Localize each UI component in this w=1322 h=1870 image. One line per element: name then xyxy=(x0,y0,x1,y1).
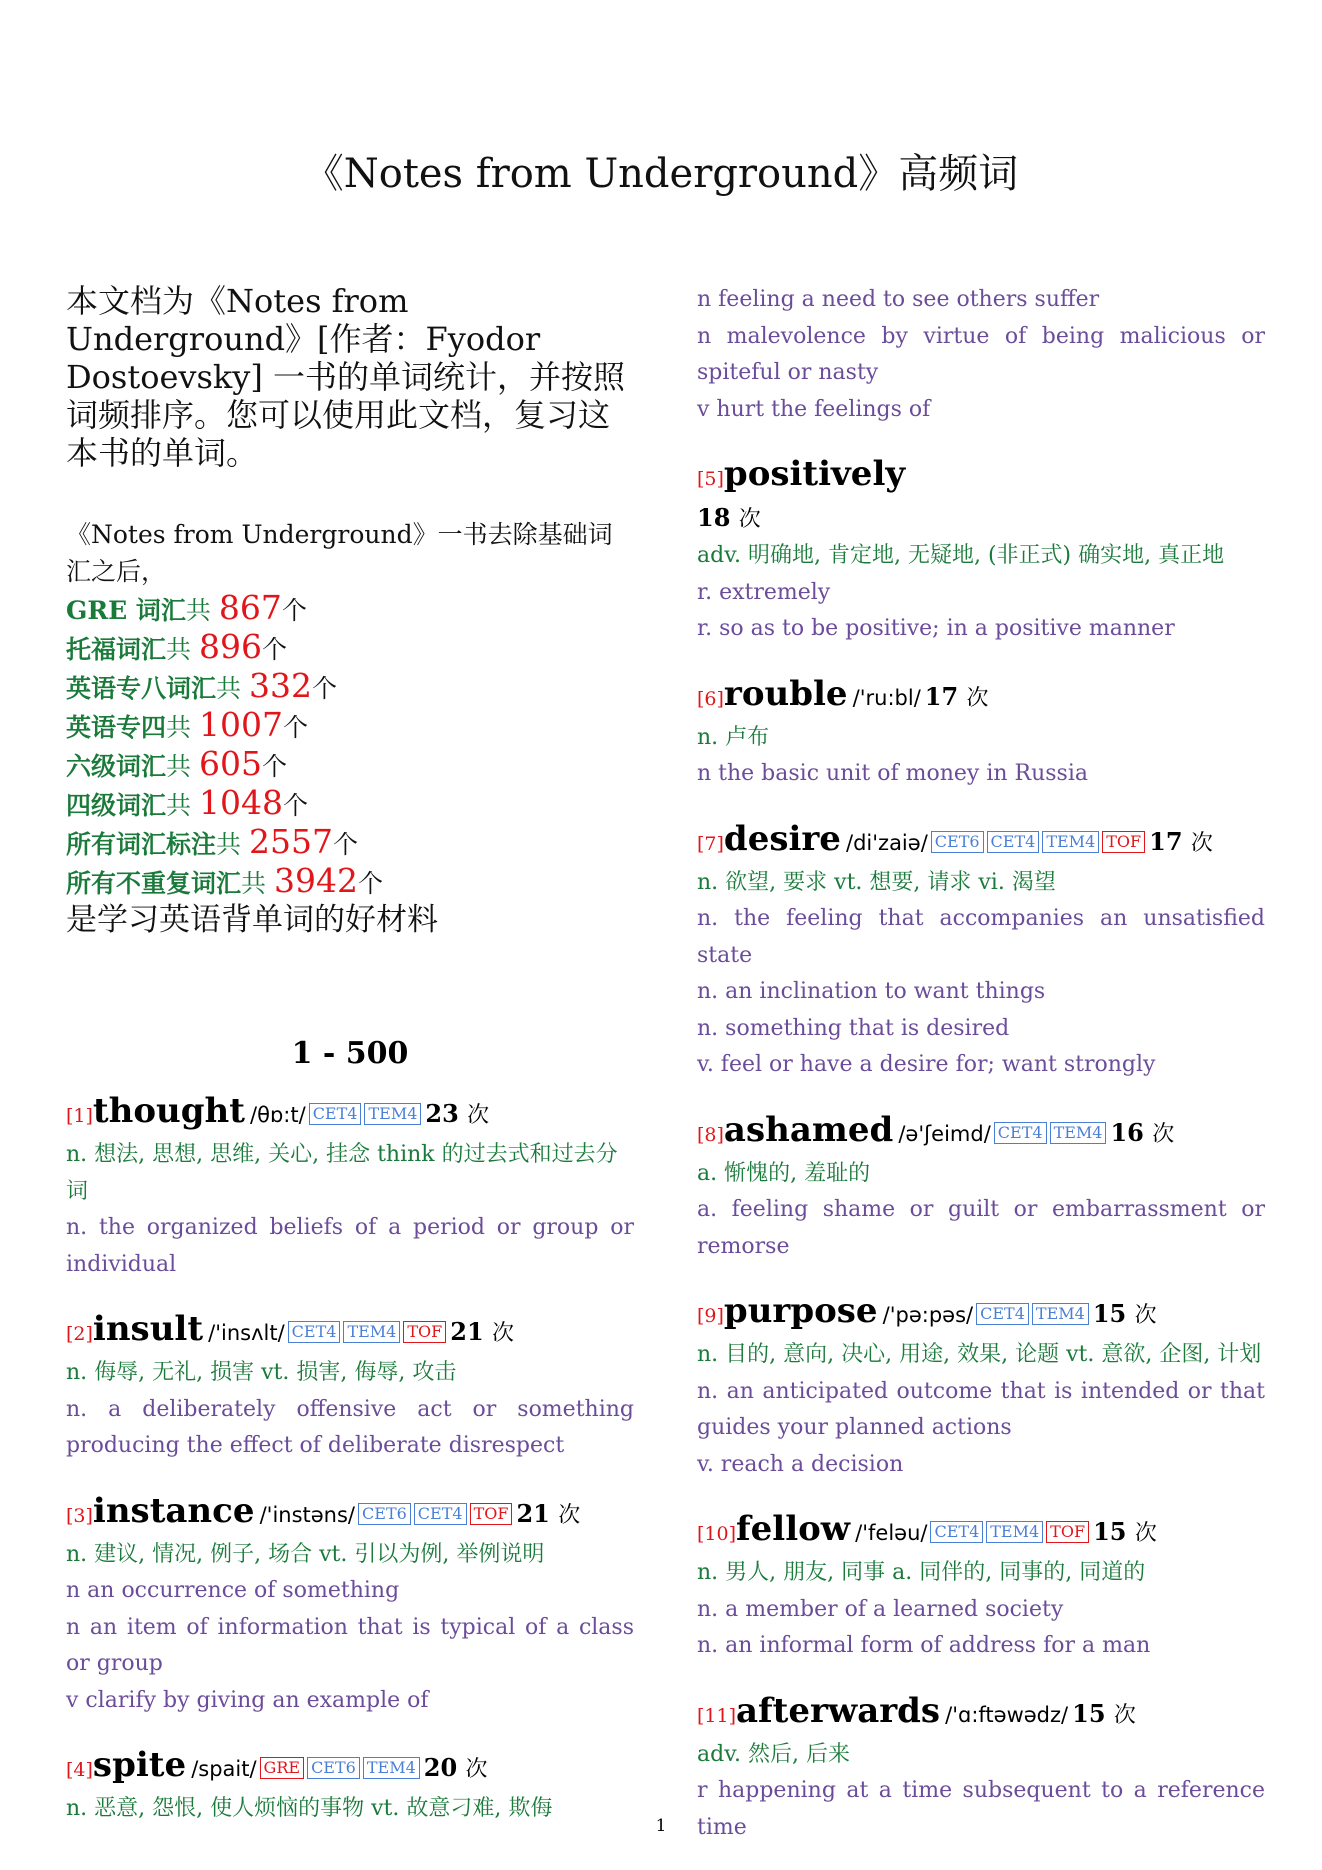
phonetic: /'ɑ:ftəwədz/ xyxy=(945,1702,1069,1727)
stat-unit: 个 xyxy=(332,830,358,859)
vocab-entry xyxy=(697,454,1265,648)
headword: ashamed xyxy=(723,1109,894,1150)
intro-closing: 是学习英语背单词的好材料 xyxy=(66,902,438,938)
stat-line xyxy=(66,707,634,746)
vocab-entry xyxy=(66,1309,634,1465)
left-column xyxy=(66,282,634,1854)
headword-line xyxy=(66,1091,634,1137)
frequency xyxy=(1110,1118,1174,1147)
stat-count: 605 xyxy=(198,744,262,783)
right-column xyxy=(697,282,1265,1870)
definition: n an occurrence of something xyxy=(66,1578,400,1603)
exam-tag: TOF xyxy=(470,1503,513,1525)
definition: v clarify by giving an example of xyxy=(66,1687,429,1713)
stat-label: 六级词汇 xyxy=(66,752,167,781)
exam-tag: TEM4 xyxy=(986,1521,1043,1543)
headword: spite xyxy=(92,1745,187,1785)
entry-index: [2] xyxy=(66,1323,93,1345)
exam-tag: CET4 xyxy=(930,1521,983,1543)
stat-suffix: 共 xyxy=(166,752,199,781)
definition: n the basic unit of money in Russia xyxy=(697,761,1088,786)
exam-tag: CET6 xyxy=(307,1757,360,1779)
exam-tag: CET4 xyxy=(994,1122,1047,1144)
stat-count: 896 xyxy=(198,627,262,666)
definition: n. an inclination to want things xyxy=(697,979,1046,1004)
definition: n. the organized beliefs of a period or group or individual xyxy=(66,1215,634,1277)
definition: n. 男人, 朋友, 同事 a. 同伴的, 同事的, 同道的 xyxy=(697,1560,1146,1585)
frequency-unit: 次 xyxy=(1190,830,1213,856)
stat-label: 所有词汇标注 xyxy=(66,830,217,859)
definition: v hurt the feelings of xyxy=(697,396,931,422)
stat-unit: 个 xyxy=(261,752,287,781)
headword-line xyxy=(66,1745,634,1791)
frequency-unit: 次 xyxy=(465,1757,488,1782)
definition: n feeling a need to see others suffer xyxy=(697,287,1100,312)
headword-line xyxy=(66,1491,634,1537)
stat-line xyxy=(66,785,634,824)
stat-line xyxy=(66,668,634,707)
frequency-count: 20 xyxy=(423,1753,458,1782)
definition: a. 惭愧的, 羞耻的 xyxy=(697,1160,871,1186)
stat-count: 1048 xyxy=(198,783,283,822)
entry-index: [3] xyxy=(66,1504,93,1527)
entry-list-left xyxy=(66,1091,634,1828)
exam-tag: CET4 xyxy=(414,1503,467,1525)
definition: v. feel or have a desire for; want strongly xyxy=(697,1052,1156,1077)
stat-suffix: 共 xyxy=(241,869,274,898)
vocab-entry xyxy=(697,1110,1265,1266)
stat-unit: 个 xyxy=(282,791,308,820)
headword-line xyxy=(697,1291,1265,1337)
definition: n. 目的, 意向, 决心, 用途, 效果, 论题 vt. 意欲, 企图, 计划 xyxy=(697,1342,1262,1367)
stat-count: 867 xyxy=(218,588,282,627)
stats-list xyxy=(66,590,634,902)
stat-label: GRE 词汇 xyxy=(66,596,186,625)
intro-paragraph: 本文档为《Notes from Underground》[作者：Fyodor Dostoevsky] 一书的单词统计，并按照词频排序。您可以使用此文档，复习这本书的单词。 xyxy=(66,282,626,472)
phonetic: /θɒ:t/ xyxy=(250,1103,306,1127)
entry-index: [4] xyxy=(66,1759,93,1781)
stat-count: 3942 xyxy=(273,861,358,900)
definition: n. the feeling that accompanies an unsatisfied state xyxy=(697,906,1265,968)
headword: positively xyxy=(723,454,906,494)
entry-index: [11] xyxy=(697,1704,737,1727)
stat-line xyxy=(66,824,634,863)
intro-summary: 《Notes from Underground》一书去除基础词汇之后， xyxy=(66,520,613,586)
frequency-count: 15 xyxy=(1072,1698,1106,1728)
phonetic: /'feləu/ xyxy=(855,1521,928,1545)
entry-index: [7] xyxy=(697,832,724,855)
stat-suffix: 共 xyxy=(166,713,199,742)
headword: purpose xyxy=(723,1291,878,1331)
frequency-count: 17 xyxy=(1149,826,1183,856)
exam-tag: CET4 xyxy=(987,831,1040,853)
stat-count: 332 xyxy=(248,666,312,705)
phonetic: /di'zaiə/ xyxy=(846,830,928,855)
frequency-count: 16 xyxy=(1110,1117,1144,1147)
vocab-entry xyxy=(66,1491,634,1720)
stat-suffix: 共 xyxy=(216,674,249,703)
stat-suffix: 共 xyxy=(166,791,199,820)
definition: n. something that is desired xyxy=(697,1015,1010,1041)
frequency-count: 15 xyxy=(1092,1299,1127,1328)
section-heading: 1 - 500 xyxy=(291,1036,409,1071)
stat-count: 2557 xyxy=(248,822,333,861)
frequency-unit: 次 xyxy=(467,1103,490,1128)
definition: r. so as to be positive; in a positive manner xyxy=(697,616,1175,641)
exam-tag: CET4 xyxy=(976,1303,1029,1325)
exam-tag: TOF xyxy=(403,1321,446,1343)
exam-tag: CET6 xyxy=(931,831,984,853)
definition: n. an informal form of address for a man xyxy=(697,1633,1151,1658)
definition: adv. 明确地, 肯定地, 无疑地, (非正式) 确实地, 真正地 xyxy=(697,543,1225,568)
headword-line xyxy=(66,1309,634,1355)
frequency-count: 18 xyxy=(697,503,731,532)
definition: n. 建议, 情况, 例子, 场合 vt. 引以为例, 举例说明 xyxy=(66,1541,545,1567)
headword-line xyxy=(697,819,1265,865)
stat-suffix: 共 xyxy=(185,596,219,625)
exam-tag: CET4 xyxy=(288,1321,341,1343)
definition: n. 欲望, 要求 vt. 想要, 请求 vi. 渴望 xyxy=(697,869,1056,895)
definition: n. 侮辱, 无礼, 损害 vt. 损害, 侮辱, 攻击 xyxy=(66,1360,457,1385)
definition: adv. 然后, 后来 xyxy=(697,1741,850,1767)
vocab-entry xyxy=(66,1091,634,1283)
definition: r happening at a time subsequent to a reference time xyxy=(697,1778,1265,1840)
entry-index: [1] xyxy=(66,1105,93,1127)
definition: r. extremely xyxy=(697,579,831,605)
frequency-unit: 次 xyxy=(558,1502,581,1528)
frequency-count: 21 xyxy=(516,1498,550,1528)
exam-tag: TEM4 xyxy=(1042,831,1099,853)
frequency-count: 17 xyxy=(924,681,959,711)
frequency-unit: 次 xyxy=(492,1321,515,1346)
entry-index: [8] xyxy=(697,1123,724,1146)
exam-tag: TEM4 xyxy=(364,1103,421,1125)
vocab-entry xyxy=(697,819,1265,1084)
stat-unit: 个 xyxy=(261,635,287,664)
frequency-unit: 次 xyxy=(1113,1702,1136,1728)
exam-tag: TEM4 xyxy=(343,1321,400,1343)
definition: n. a deliberately offensive act or something producing the effect of deliberate disrespect xyxy=(66,1396,634,1458)
frequency xyxy=(925,682,989,711)
frequency-count: 23 xyxy=(425,1099,459,1128)
frequency xyxy=(424,1753,488,1782)
stat-suffix: 共 xyxy=(166,635,199,664)
stat-line xyxy=(66,746,634,785)
phonetic: /'ru:bl/ xyxy=(852,685,921,710)
stat-label: 英语专四 xyxy=(66,713,167,742)
definition: n malevolence by virtue of being malicious or spiteful or nasty xyxy=(697,323,1265,385)
definition: v. reach a decision xyxy=(697,1451,904,1477)
definition: n. 恶意, 怨恨, 使人烦恼的事物 vt. 故意刁难, 欺侮 xyxy=(66,1796,553,1821)
frequency xyxy=(1093,1517,1157,1546)
stat-unit: 个 xyxy=(281,596,307,625)
definition: n. an anticipated outcome that is intended or that guides your planned actions xyxy=(697,1378,1265,1440)
exam-tag: GRE xyxy=(260,1757,305,1779)
stat-unit: 个 xyxy=(311,674,337,703)
headword-line xyxy=(697,1691,1265,1737)
phonetic: /spait/ xyxy=(191,1757,257,1781)
frequency xyxy=(697,500,1265,538)
exam-tag: TOF xyxy=(1046,1521,1089,1543)
frequency-count: 21 xyxy=(450,1317,484,1346)
definition: n an item of information that is typical of a class or group xyxy=(66,1614,634,1676)
headword-line xyxy=(697,1509,1265,1555)
headword: insult xyxy=(92,1309,204,1349)
definition: n. 卢布 xyxy=(697,724,770,750)
stat-line xyxy=(66,590,634,629)
frequency-unit: 次 xyxy=(1134,1303,1157,1328)
headword: rouble xyxy=(723,673,848,714)
headword-line xyxy=(697,454,1265,500)
frequency xyxy=(450,1317,514,1346)
stat-line xyxy=(66,863,634,902)
entry-continuation xyxy=(697,282,1265,428)
headword-line xyxy=(697,674,1265,720)
phonetic: /'pə:pəs/ xyxy=(882,1303,974,1327)
frequency xyxy=(516,1499,580,1528)
vocab-entry xyxy=(697,674,1265,793)
definition: a. feeling shame or guilt or embarrassment or remorse xyxy=(697,1197,1265,1259)
stat-unit: 个 xyxy=(357,869,383,898)
frequency-unit: 次 xyxy=(738,507,761,532)
phonetic: /'insʌlt/ xyxy=(208,1321,285,1345)
definition: n. 想法, 思想, 思维, 关心, 挂念 think 的过去式和过去分词 xyxy=(66,1142,618,1204)
frequency-unit: 次 xyxy=(1134,1521,1157,1546)
entry-index: [5] xyxy=(697,468,724,490)
frequency xyxy=(1149,827,1213,856)
page-number: 1 xyxy=(655,1816,667,1836)
exam-tag: TEM4 xyxy=(363,1757,420,1779)
stat-label: 所有不重复词汇 xyxy=(66,869,242,898)
definition: n. a member of a learned society xyxy=(697,1596,1064,1622)
exam-tag: TEM4 xyxy=(1050,1122,1107,1144)
stat-suffix: 共 xyxy=(216,830,249,859)
frequency-count: 15 xyxy=(1093,1517,1127,1546)
entry-list-right xyxy=(697,454,1265,1846)
entry-index: [10] xyxy=(697,1523,737,1545)
exam-tag: CET6 xyxy=(358,1503,411,1525)
entry-index: [9] xyxy=(697,1305,724,1327)
vocab-entry xyxy=(697,1291,1265,1483)
headword: desire xyxy=(723,818,841,859)
vocab-entry xyxy=(697,1509,1265,1665)
frequency xyxy=(1072,1699,1136,1728)
stat-label: 英语专八词汇 xyxy=(66,674,217,703)
stat-line xyxy=(66,629,634,668)
frequency-unit: 次 xyxy=(1152,1121,1175,1147)
phonetic: /ə'ʃeimd/ xyxy=(898,1121,991,1146)
stat-count: 1007 xyxy=(198,705,283,744)
frequency xyxy=(1093,1299,1157,1328)
frequency xyxy=(425,1099,489,1128)
exam-tag: CET4 xyxy=(309,1103,362,1125)
headword: instance xyxy=(92,1490,255,1531)
entry-index: [6] xyxy=(697,687,724,710)
stat-label: 四级词汇 xyxy=(66,791,167,820)
stat-label: 托福词汇 xyxy=(66,635,167,664)
exam-tag: TOF xyxy=(1102,831,1145,853)
stat-unit: 个 xyxy=(282,713,308,742)
headword: thought xyxy=(92,1091,245,1131)
phonetic: /'instəns/ xyxy=(259,1502,356,1527)
document-title: 《Notes from Underground》高频词 xyxy=(303,151,1019,197)
exam-tag: TEM4 xyxy=(1032,1303,1089,1325)
headword: fellow xyxy=(736,1509,851,1549)
headword-line xyxy=(697,1110,1265,1156)
headword: afterwards xyxy=(736,1690,941,1731)
frequency-unit: 次 xyxy=(966,685,989,711)
